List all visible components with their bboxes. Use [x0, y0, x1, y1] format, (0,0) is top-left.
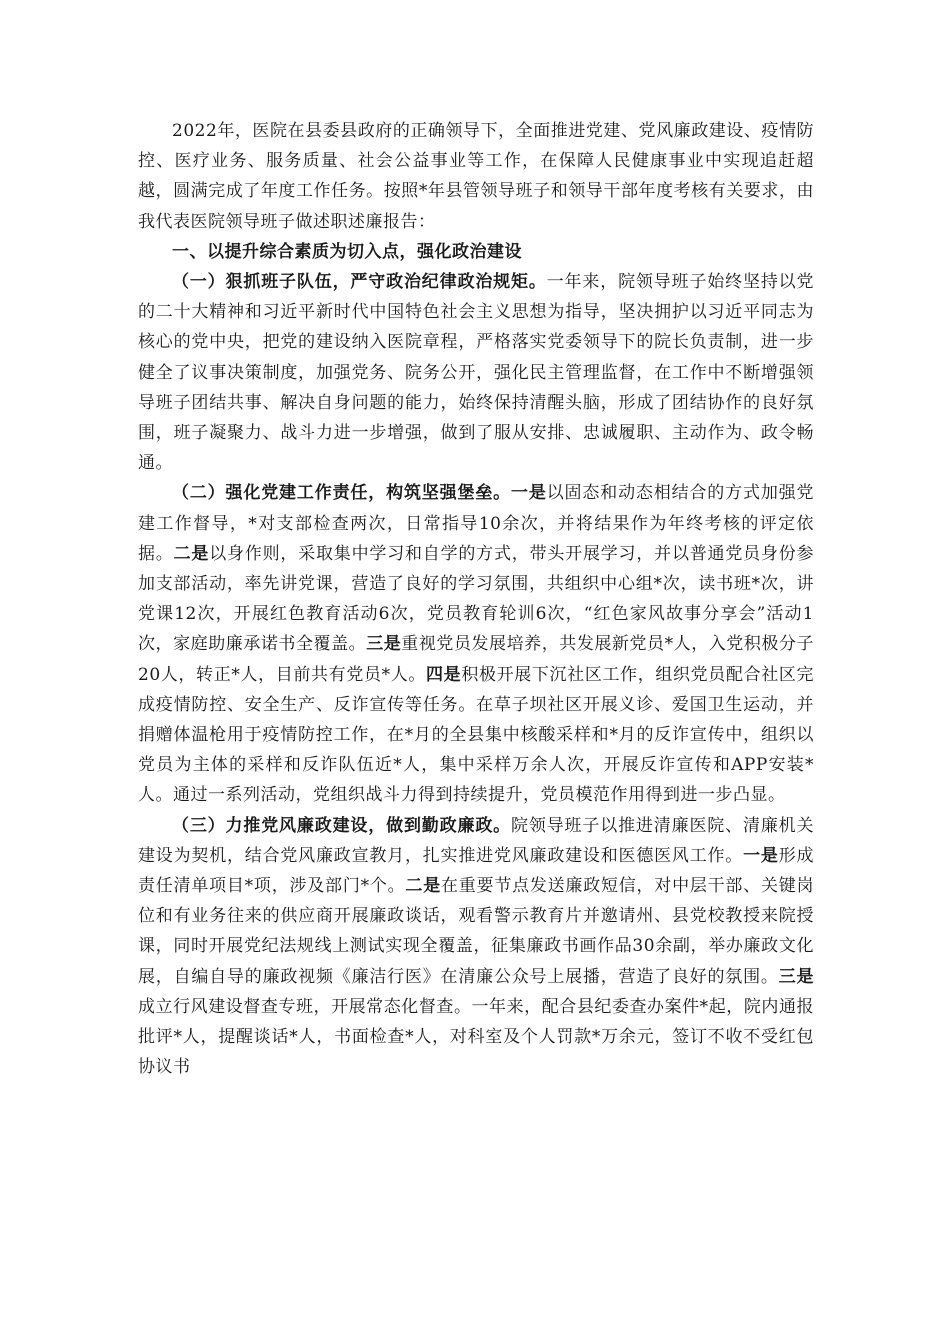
- subsection-2-text-3: 重视党员发展培养，共发展新党员*人，入党积极分子20人，转正*人，目前共有党员*人。: [138, 634, 815, 685]
- subsection-2-marker-1: 一是: [511, 483, 547, 504]
- subsection-3-text-3: 成立行风建设督查专班，开展常态化督查。一年来，配合县纪委查办案件*起，院内通报批评*人，提醒谈话*人，书面检查*人，对科室及个人罚款*万余元，签订不收不受红包协议书: [138, 996, 814, 1078]
- subsection-2-paragraph: [138, 478, 814, 810]
- subsection-3-text-1: 形成责任清单项目*项，涉及部门*个。: [138, 845, 815, 897]
- subsection-3-intro: 院领导班子以推进清廉医院、清廉机关建设为契机，结合党风廉政宣教月，扎实推进党风廉政建设和医德医风工作。: [138, 815, 815, 866]
- subsection-3-marker-2: 二是: [405, 876, 441, 897]
- section-heading-1: [138, 237, 814, 267]
- subsection-3-marker-3: 三是: [778, 966, 815, 987]
- subsection-2-marker-2: 二是: [173, 543, 210, 564]
- subsection-3-text-2: 在重要节点发送廉政短信，对中层干部、关键岗位和有业务往来的供应商开展廉政谈话，观看警示教育片并邀请州、县党校教授来院授课，同时开展党纪法规线上测试实现全覆盖，征集廉政书画作品30余副，举办廉政文化展，自编自导的廉政视频《廉洁行医》在清廉公众号上展播，营造了良好的氛围。: [138, 876, 815, 987]
- subsection-2-title: （二）强化党建工作责任，构筑坚强堡垒。: [172, 483, 512, 504]
- subsection-2-text-4: 积极开展下沉社区工作，组织党员配合社区完成疫情防控、安全生产、反诈宣传等任务。在草子坝社区开展义诊、爱国卫生运动，并捐赠体温枪用于疫情防控工作，在*月的全县集中核酸采样和*月的反诈宣传中，组织以党员为主体的采样和反诈队伍近*人，集中采样万余人次，开展反诈宣传和APP安装*人。通过一系列活动，党组织战斗力得到持续提升，党员模范作用得到进一步凸显。: [138, 664, 815, 806]
- subsection-2-text-1: 以固态和动态相结合的方式加强党建工作督导，*对支部检查两次，日常指导10余次，并将结果作为年终考核的评定依据。: [138, 483, 815, 564]
- subsection-3-title: （三）力推党风廉政建设，做到勤政廉政。: [172, 815, 512, 836]
- subsection-3-marker-1: 一是: [743, 845, 779, 866]
- intro-text: 2022年，医院在县委县政府的正确领导下，全面推进党建、党风廉政建设、疫情防控、医疗业务、服务质量、社会公益事业等工作，在保障人民健康事业中实现追赶超越，圆满完成了年度工作任务。按照*年县管领导班子和领导干部年度考核有关要求，由我代表医院领导班子做述职述廉报告：: [138, 121, 814, 232]
- document-body: [138, 116, 814, 1083]
- section-heading-text: 一、以提升综合素质为切入点，强化政治建设: [172, 241, 522, 262]
- subsection-2-marker-4: 四是: [426, 664, 462, 685]
- subsection-2-text-2: 以身作则，采取集中学习和自学的方式，带头开展学习，并以普通党员身份参加支部活动，率先讲党课，营造了良好的学习氛围，共组织中心组*次，读书班*次，讲党课12次，开展红色教育活动6次，党员教育轮训6次，“红色家风故事分享会”活动1次，家庭助廉承诺书全覆盖。: [138, 543, 815, 655]
- intro-paragraph: [138, 116, 814, 237]
- subsection-1-paragraph: [138, 267, 814, 478]
- subsection-1-body: 一年来，院领导班子始终坚持以党的二十大精神和习近平新时代中国特色社会主义思想为指导，坚决拥护以习近平同志为核心的党中央，把党的建设纳入医院章程，严格落实党委领导下的院长负责制，进一步健全了议事决策制度，加强党务、院务公开，强化民主管理监督，在工作中不断增强领导班子团结共事、解决自身问题的能力，始终保持清醒头脑，形成了团结协作的良好氛围，班子凝聚力、战斗力进一步增强，做到了服从安排、忠诚履职、主动作为、政令畅通。: [138, 272, 815, 474]
- subsection-3-paragraph: [138, 811, 814, 1083]
- subsection-1-title: （一）狠抓班子队伍，严守政治纪律政治规矩。: [172, 272, 547, 293]
- subsection-2-marker-3: 三是: [366, 634, 402, 655]
